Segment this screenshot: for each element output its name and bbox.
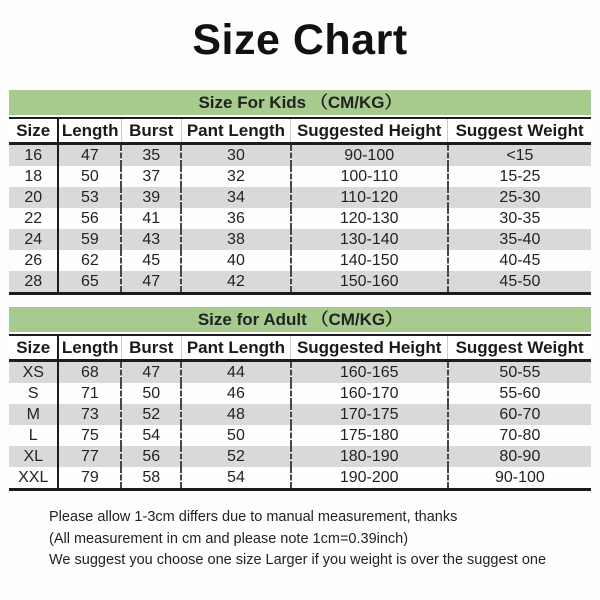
table-cell: 77 [58, 446, 121, 467]
column-header-row [9, 118, 591, 144]
table-cell: 18 [24, 167, 43, 185]
table-row [9, 271, 591, 294]
table-cell: 75 [58, 425, 121, 446]
column-header-suggested-height: Suggested Height [291, 335, 448, 361]
table-cell: 54 [121, 425, 181, 446]
table-cell: 36 [181, 208, 290, 229]
table-cell: 52 [181, 446, 290, 467]
table-cell: XL [23, 447, 44, 465]
table-cell: 56 [58, 208, 121, 229]
note-line: We suggest you choose one size Larger if you weight is over the suggest one [49, 552, 547, 568]
table-cell: M [26, 405, 40, 423]
table-cell: 47 [58, 144, 121, 167]
table-cell: 110-120 [291, 187, 448, 208]
table-cell: 130-140 [291, 229, 448, 250]
table-cell: 45-50 [448, 271, 591, 294]
table-cell: 170-175 [291, 404, 448, 425]
table-row [9, 187, 591, 208]
table-cell: 90-100 [448, 467, 591, 490]
column-header-size: Size [9, 118, 58, 144]
table-cell: 58 [121, 467, 181, 490]
column-header-row [9, 335, 591, 361]
table-row [9, 144, 591, 167]
table-cell: 90-100 [291, 144, 448, 167]
table-cell: 40 [181, 250, 290, 271]
table-cell: 48 [181, 404, 290, 425]
table-cell: 79 [58, 467, 121, 490]
table-cell: 35 [121, 144, 181, 167]
table-cell: 160-170 [291, 383, 448, 404]
table-cell: 41 [121, 208, 181, 229]
table-cell: 26 [24, 251, 43, 269]
table-cell: 80-90 [448, 446, 591, 467]
table-cell: 15-25 [448, 166, 591, 187]
column-header-burst: Burst [121, 335, 181, 361]
table-cell: 22 [24, 209, 43, 227]
kids-section [9, 90, 591, 295]
table-row [9, 446, 591, 467]
table-cell: 55-60 [448, 383, 591, 404]
table-cell: 30-35 [448, 208, 591, 229]
table-cell: 50-55 [448, 361, 591, 384]
table-cell: 37 [121, 166, 181, 187]
table-cell: 53 [58, 187, 121, 208]
table-cell: 38 [181, 229, 290, 250]
table-row [9, 250, 591, 271]
note-line: (All measurement in cm and please note 1cm=0.39inch) [49, 530, 409, 547]
table-cell: 190-200 [291, 467, 448, 490]
table-cell: 20 [24, 188, 43, 206]
table-cell: 50 [121, 383, 181, 404]
table-row [9, 404, 591, 425]
table-cell: 46 [181, 383, 290, 404]
table-cell: S [27, 384, 39, 402]
table-cell: 40-45 [448, 250, 591, 271]
column-header-suggest-weight: Suggest Weight [448, 118, 591, 144]
column-header-burst: Burst [121, 118, 181, 144]
table-cell: 180-190 [291, 446, 448, 467]
table-cell: 68 [58, 361, 121, 384]
table-cell: 120-130 [291, 208, 448, 229]
table-row [9, 361, 591, 384]
table-cell: 54 [181, 467, 290, 490]
table-cell: 100-110 [291, 166, 448, 187]
adult-size-table [9, 334, 591, 491]
table-cell: 25-30 [448, 187, 591, 208]
table-cell: XXL [18, 468, 49, 486]
table-cell: 30 [181, 144, 290, 167]
table-cell: 50 [181, 425, 290, 446]
table-cell: 50 [58, 166, 121, 187]
page-title: Size Chart [192, 16, 408, 64]
column-header-pant-length: Pant Length [181, 335, 290, 361]
table-cell: 47 [121, 271, 181, 294]
table-cell: 140-150 [291, 250, 448, 271]
table-cell: 16 [24, 146, 43, 164]
kids-size-table [9, 117, 591, 295]
table-cell: 32 [181, 166, 290, 187]
adult-section-header: Size for Adult （CM/KG） [9, 307, 591, 332]
table-cell: 43 [121, 229, 181, 250]
measurement-notes [49, 507, 591, 572]
adult-section [9, 307, 591, 491]
table-cell: L [28, 426, 38, 444]
table-cell: 42 [181, 271, 290, 294]
table-cell: 59 [58, 229, 121, 250]
table-row [9, 229, 591, 250]
table-cell: 34 [181, 187, 290, 208]
column-header-suggested-height: Suggested Height [291, 118, 448, 144]
column-header-length: Length [58, 118, 121, 144]
table-cell: 24 [24, 230, 43, 248]
table-cell: 71 [58, 383, 121, 404]
table-cell: 35-40 [448, 229, 591, 250]
column-header-length: Length [58, 335, 121, 361]
content [9, 90, 591, 572]
table-cell: <15 [448, 144, 591, 167]
table-row [9, 467, 591, 490]
column-header-pant-length: Pant Length [181, 118, 290, 144]
table-cell: XS [22, 363, 44, 381]
table-row [9, 425, 591, 446]
table-row [9, 166, 591, 187]
table-cell: 150-160 [291, 271, 448, 294]
table-cell: 39 [121, 187, 181, 208]
table-cell: 47 [121, 361, 181, 384]
note-line: Please allow 1-3cm differs due to manual measurement, thanks [49, 509, 458, 525]
table-cell: 28 [24, 272, 43, 290]
table-cell: 65 [58, 271, 121, 294]
table-cell: 56 [121, 446, 181, 467]
table-cell: 45 [121, 250, 181, 271]
table-row [9, 208, 591, 229]
kids-section-header: Size For Kids （CM/KG） [9, 90, 591, 115]
table-cell: 60-70 [448, 404, 591, 425]
column-header-suggest-weight: Suggest Weight [448, 335, 591, 361]
table-cell: 62 [58, 250, 121, 271]
column-header-size: Size [9, 335, 58, 361]
table-cell: 52 [121, 404, 181, 425]
table-cell: 73 [58, 404, 121, 425]
table-cell: 44 [181, 361, 290, 384]
table-cell: 160-165 [291, 361, 448, 384]
table-row [9, 383, 591, 404]
table-cell: 70-80 [448, 425, 591, 446]
table-cell: 175-180 [291, 425, 448, 446]
